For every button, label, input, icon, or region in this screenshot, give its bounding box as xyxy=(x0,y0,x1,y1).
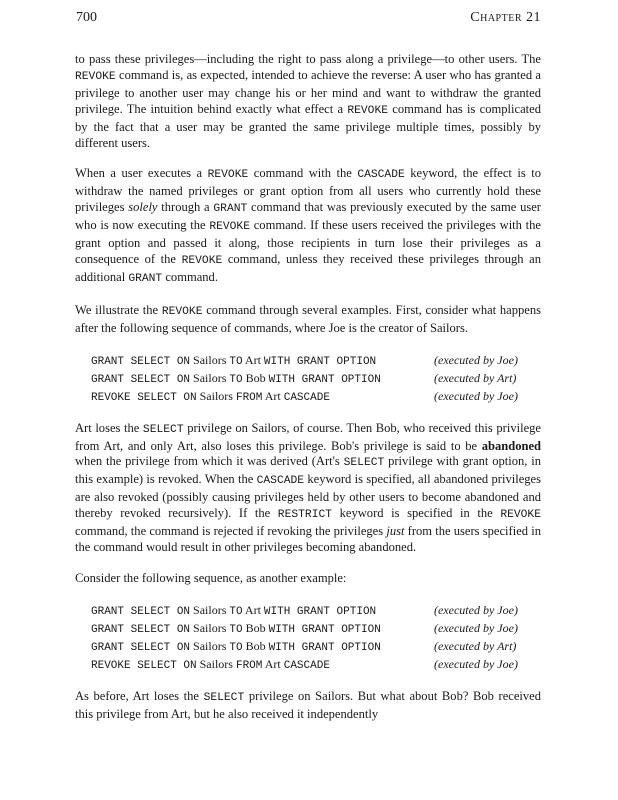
code-line: GRANT SELECT ON Sailors TO Bob WITH GRANT OPTION (executed by Joe) xyxy=(91,620,518,636)
execution-note: (executed by Joe) xyxy=(434,602,518,617)
paragraph-5: Consider the following sequence, as another example: xyxy=(75,570,347,585)
paragraph-1: to pass these privileges—including the right to pass along a privilege—to other users. The REVOKE command is, as expected, intended to achieve the reverse: A user who has granted a privilege to another user may change his or her mind and want to withdraw the granted privilege. The intuition behind exactly what effect a REVOKE command has is complicated by the fact that a user may be granted the same privilege multiple times, possibly by different users. xyxy=(75,52,541,150)
code-line: GRANT SELECT ON Sailors TO Bob WITH GRANT OPTION (executed by Art) xyxy=(91,370,517,386)
execution-note: (executed by Art) xyxy=(434,638,517,653)
execution-note: (executed by Art) xyxy=(434,370,517,385)
paragraph-3: We illustrate the REVOKE command through several examples. First, consider what happens after the following sequence of commands, where Joe is the creator of Sailors. xyxy=(75,302,541,335)
code-line: REVOKE SELECT ON Sailors FROM Art CASCADE (executed by Joe) xyxy=(91,656,518,672)
page-body xyxy=(75,52,541,738)
paragraph-4: Art loses the SELECT privilege on Sailors, of course. Then Bob, who received this privilege from Art, and only Art, also loses this privilege. Bob's privilege is said to be abandoned when the privilege from which it was derived (Art's SELECT privilege with grant option, in this example) is revoked. When the CASCADE keyword is specified, all abandoned privileges are also revoked (possibly causing privileges held by other users to become abandoned and thereby revoked recursively). If the RESTRICT keyword is specified in the REVOKE command, the command is rejected if revoking the privileges just from the users specified in the command would result in other privileges becoming abandoned. xyxy=(75,420,541,554)
chapter-title: Chapter 21 xyxy=(470,10,541,25)
paragraph-6: As before, Art loses the SELECT privilege on Sailors. But what about Bob? Bob received this privilege from Art, but he also received it independently xyxy=(75,688,542,721)
code-line: GRANT SELECT ON Sailors TO Art WITH GRANT OPTION (executed by Joe) xyxy=(91,602,518,618)
execution-note: (executed by Joe) xyxy=(434,352,518,367)
execution-note: (executed by Joe) xyxy=(434,388,518,403)
code-example-1 xyxy=(91,352,541,406)
code-example-2 xyxy=(91,602,541,674)
running-header xyxy=(76,10,541,30)
paragraph-2: When a user executes a REVOKE command with the CASCADE keyword, the effect is to withdraw the named privileges or grant option from all users who currently hold these privileges solely through a GRANT command that was previously executed by the same user who is now executing the REVOKE command. If these users received the privileges with the grant option and passed it along, those recipients in turn lose their privileges as a consequence of the REVOKE command, unless they received these privileges through an additional GRANT command. xyxy=(75,166,541,285)
execution-note: (executed by Joe) xyxy=(434,620,518,635)
code-line: GRANT SELECT ON Sailors TO Bob WITH GRANT OPTION (executed by Art) xyxy=(91,638,517,654)
page-number: 700 xyxy=(76,10,97,25)
code-line: REVOKE SELECT ON Sailors FROM Art CASCADE (executed by Joe) xyxy=(91,388,518,404)
code-line: GRANT SELECT ON Sailors TO Art WITH GRANT OPTION (executed by Joe) xyxy=(91,352,518,368)
execution-note: (executed by Joe) xyxy=(434,656,518,671)
